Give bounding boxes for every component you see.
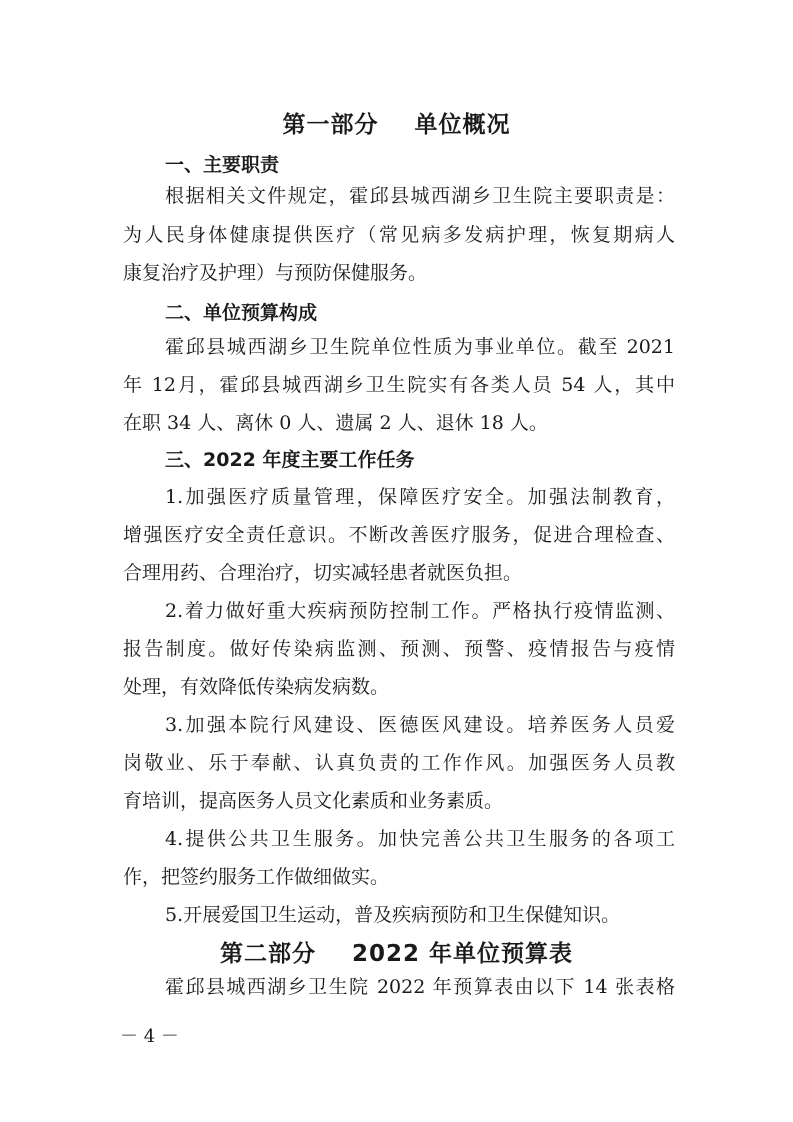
paragraph-line: 霍邱县城西湖乡卫生院单位性质为事业单位。截至 2021: [165, 336, 675, 358]
paragraph-line: 霍邱县城西湖乡卫生院 2022 年预算表由以下 14 张表格: [165, 976, 675, 998]
section-heading-budget-composition: 二、单位预算构成: [165, 302, 318, 324]
section-heading-duties: 一、主要职责: [165, 154, 280, 176]
task-item-line: 3.加强本院行风建设、医德医风建设。培养医务人员爱: [165, 714, 675, 736]
paragraph-line: 在职 34 人、离休 0 人、遗属 2 人、退休 18 人。: [123, 412, 548, 434]
task-item-line: 2.着力做好重大疾病预防控制工作。严格执行疫情监测、: [165, 600, 675, 622]
task-item-line: 岗敬业、乐于奉献、认真负责的工作作风。加强医务人员教: [123, 752, 675, 774]
section-heading-tasks: 三、2022 年度主要工作任务: [165, 449, 415, 471]
task-item-line: 4.提供公共卫生服务。加快完善公共卫生服务的各项工: [165, 828, 675, 850]
paragraph-line: 为人民身体健康提供医疗（常见病多发病护理，恢复期病人: [123, 224, 675, 246]
task-item-line: 合理用药、合理治疗，切实减轻患者就医负担。: [123, 562, 523, 584]
part1-title: 第一部分 单位概况: [282, 112, 511, 138]
task-item-line: 报告制度。做好传染病监测、预测、预警、疫情报告与疫情: [123, 638, 675, 660]
paragraph-line: 年 12月，霍邱县城西湖乡卫生院实有各类人员 54 人，其中: [123, 374, 675, 396]
paragraph-line: 康复治疗及护理）与预防保健服务。: [123, 262, 428, 284]
task-item-line: 作，把签约服务工作做细做实。: [123, 866, 390, 888]
task-item-line: 5.开展爱国卫生运动，普及疾病预防和卫生保健知识。: [165, 904, 621, 926]
task-item-line: 增强医疗安全责任意识。不断改善医疗服务，促进合理检查、: [123, 524, 675, 546]
page-number: － 4 －: [120, 1026, 179, 1047]
task-item-line: 1.加强医疗质量管理，保障医疗安全。加强法制教育，: [165, 486, 675, 508]
part2-title: 第二部分 2022 年单位预算表: [219, 941, 574, 967]
paragraph-line: 根据相关文件规定，霍邱县城西湖乡卫生院主要职责是：: [165, 185, 675, 207]
task-item-line: 育培训，提高医务人员文化素质和业务素质。: [123, 790, 504, 812]
task-item-line: 处理，有效降低传染病发病数。: [123, 676, 390, 698]
